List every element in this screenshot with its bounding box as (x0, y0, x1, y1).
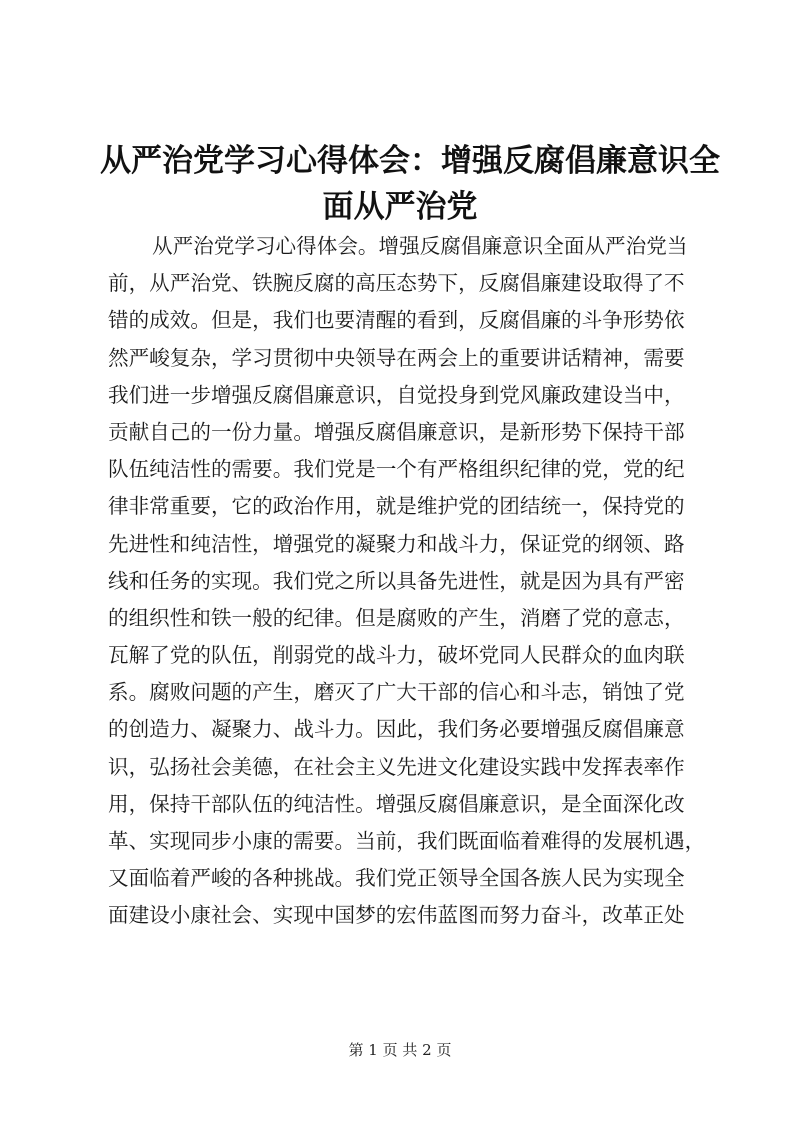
body-line: 从严治党学习心得体会。增强反腐倡廉意识全面从严治党当 (152, 234, 688, 258)
body-line: 又面临着严峻的各种挑战。我们党正领导全国各族人民为实现全 (108, 866, 685, 891)
body-line: 的组织性和铁一般的纪律。但是腐败的产生，消磨了党的意志， (108, 605, 685, 630)
body-line: 贡献自己的一份力量。增强反腐倡廉意识，是新形势下保持干部 (108, 419, 685, 444)
page-number-footer: 第 1 页 共 2 页 (348, 1041, 452, 1059)
body-line: 我们进一步增强反腐倡廉意识，自觉投身到党风廉政建设当中， (108, 382, 685, 407)
body-line: 识，弘扬社会美德，在社会主义先进文化建设实践中发挥表率作 (108, 754, 685, 779)
body-line: 然严峻复杂，学习贯彻中央领导在两会上的重要讲话精神，需要 (108, 345, 685, 370)
body-line: 前，从严治党、铁腕反腐的高压态势下，反腐倡廉建设取得了不 (108, 271, 685, 296)
body-line: 瓦解了党的队伍，削弱党的战斗力，破坏党同人民群众的血肉联 (108, 643, 685, 668)
title-line-2: 面从严治党 (322, 189, 478, 225)
body-line: 用，保持干部队伍的纯洁性。增强反腐倡廉意识，是全面深化改 (108, 791, 685, 816)
body-line: 系。腐败问题的产生，磨灭了广大干部的信心和斗志，销蚀了党 (108, 680, 685, 705)
body-line: 错的成效。但是，我们也要清醒的看到，反腐倡廉的斗争形势依 (108, 308, 685, 333)
body-paragraph (108, 228, 708, 935)
body-line: 革、实现同步小康的需要。当前，我们既面临着难得的发展机遇， (108, 829, 706, 853)
body-line: 先进性和纯洁性，增强党的凝聚力和战斗力，保证党的纲领、路 (108, 531, 685, 556)
body-line: 面建设小康社会、实现中国梦的宏伟蓝图而努力奋斗，改革正处 (108, 903, 685, 928)
body-line: 队伍纯洁性的需要。我们党是一个有严格组织纪律的党，党的纪 (108, 457, 685, 482)
page-title (100, 138, 720, 230)
body-line: 的创造力、凝聚力、战斗力。因此，我们务必要增强反腐倡廉意 (108, 717, 685, 742)
title-line-1: 从严治党学习心得体会：增强反腐倡廉意识全 (100, 143, 720, 179)
body-line: 律非常重要，它的政治作用，就是维护党的团结统一，保持党的 (108, 494, 685, 519)
body-line: 线和任务的实现。我们党之所以具备先进性，就是因为具有严密 (108, 568, 685, 593)
